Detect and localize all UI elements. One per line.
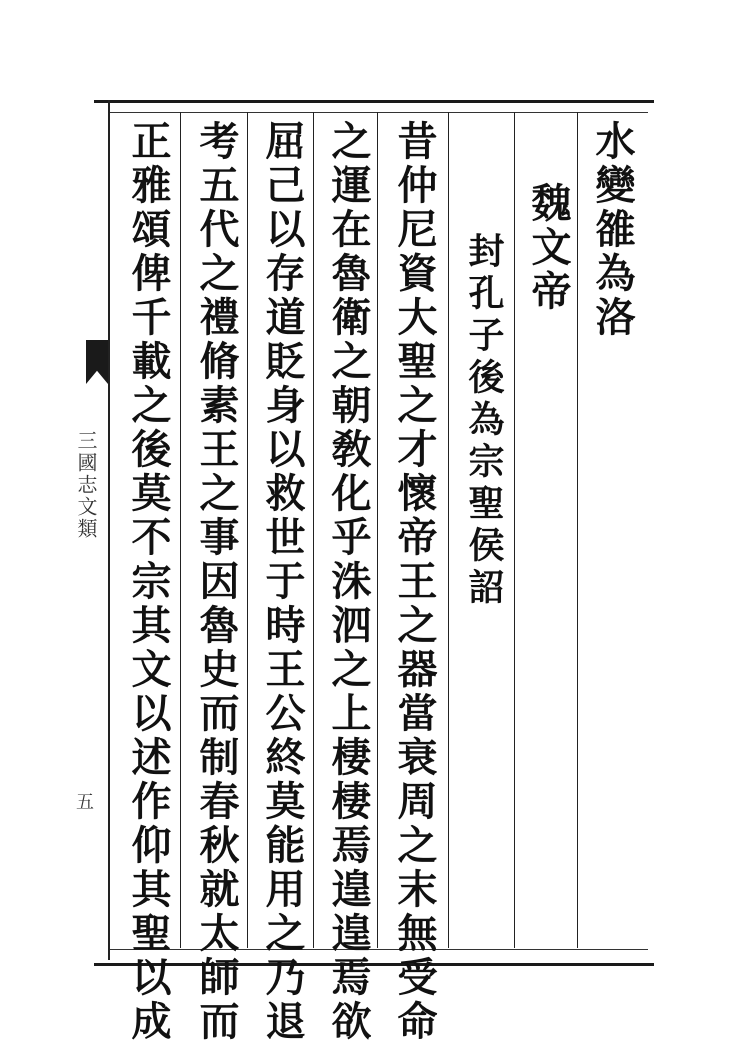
margin-running-title: 三國志文類 (74, 430, 98, 540)
column-rule (377, 112, 378, 948)
column-rule (313, 112, 314, 948)
column-rule (448, 112, 449, 948)
column-rule (514, 112, 515, 948)
text-column-8: 正雅頌俾千載之後莫不宗其文以述作仰其聖以成 (125, 120, 172, 1044)
margin-page-number: 五 (73, 792, 94, 810)
text-column-2: 魏文帝 (525, 182, 572, 314)
column-rule (247, 112, 248, 948)
text-column-7: 考五代之禮脩素王之事因魯史而制春秋就太師而 (193, 120, 240, 1044)
text-column-5: 之運在魯衛之朝敎化乎洙泗之上棲棲焉遑遑焉欲 (325, 120, 372, 1044)
column-rule (180, 112, 181, 948)
text-column-6: 屈己以存道貶身以救世于時王公終莫能用之乃退 (259, 120, 306, 1044)
text-column-3: 封孔子後為宗聖侯詔 (463, 232, 505, 610)
text-column-1: 水變雒為洛 (589, 120, 636, 340)
column-rule (577, 112, 578, 948)
text-column-4: 昔仲尼資大聖之才懷帝王之器當衰周之末無受命 (391, 120, 438, 1044)
